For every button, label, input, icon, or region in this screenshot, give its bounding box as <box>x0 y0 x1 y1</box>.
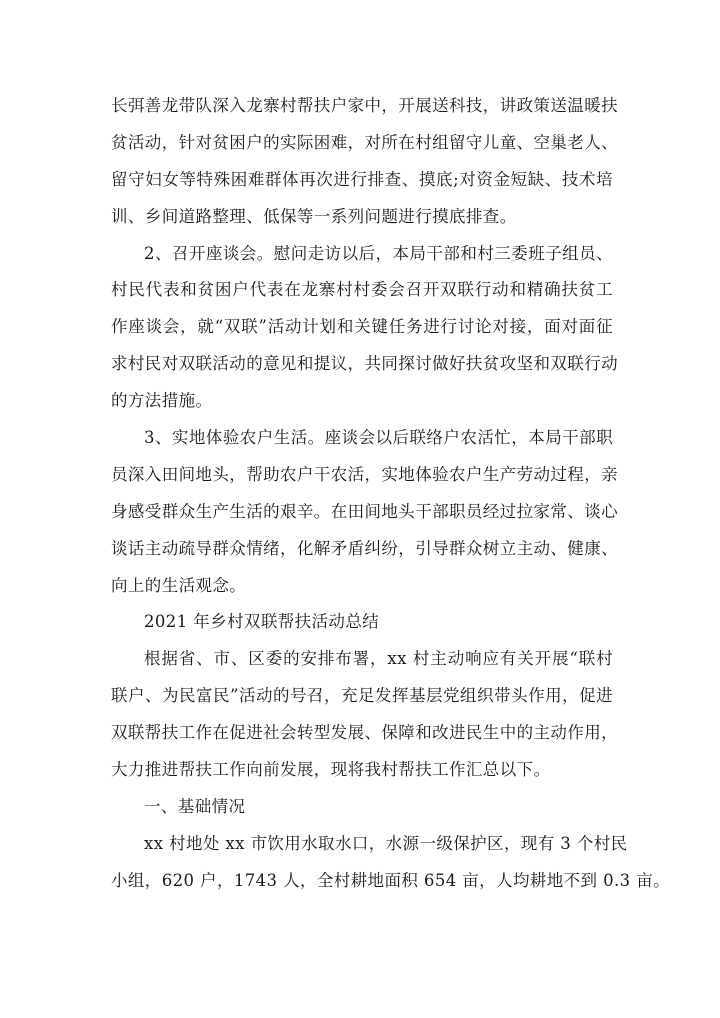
text-line: 员深入田间地头，帮助农户干农活，实地体验农户生产劳动过程，亲 <box>111 464 618 484</box>
text-line: 大力推进帮扶工作向前发展，现将我村帮扶工作汇总以下。 <box>111 760 551 780</box>
text-line: 一、基础情况 <box>144 796 246 816</box>
text-line: 根据省、市、区委的安排布署，xx 村主动响应有关开展“联村 <box>144 649 613 669</box>
text-line: 小组，620 户，1743 人，全村耕地面积 654 亩，人均耕地不到 0.3 亩。 <box>111 870 670 890</box>
text-line: 谈话主动疏导群众情绪，化解矛盾纠纷，引导群众树立主动、健康、 <box>111 538 618 558</box>
text-line: 联户、为民富民”活动的号召，充足发挥基层党组织带头作用，促进 <box>111 686 613 706</box>
text-line: 贫活动，针对贫困户的实际困难，对所在村组留守儿童、空巢老人、 <box>111 132 618 152</box>
document-body <box>111 88 670 900</box>
text-line: 作座谈会，就“双联”活动计划和关键任务进行讨论对接，面对面征 <box>111 317 613 337</box>
text-line: 向上的生活观念。 <box>111 575 247 595</box>
text-line: 求村民对双联活动的意见和提议，共同探讨做好扶贫攻坚和双联行动 <box>111 354 618 374</box>
text-line: 训、乡间道路整理、低保等一系列问题进行摸底排查。 <box>111 206 517 226</box>
text-line: xx 村地处 xx 市饮用水取水口，水源一级保护区，现有 3 个村民 <box>144 833 628 853</box>
text-line: 身感受群众生产生活的艰辛。在田间地头干部职员经过拉家常、谈心 <box>111 501 618 521</box>
text-line: 长弭善龙带队深入龙寨村帮扶户家中，开展送科技，讲政策送温暖扶 <box>111 96 618 115</box>
text-line: 3、实地体验农户生活。座谈会以后联络户农活忙，本局干部职 <box>144 428 613 448</box>
text-line: 留守妇女等特殊困难群体再次进行排查、摸底;对资金短缺、技术培 <box>111 169 613 189</box>
text-line: 2、召开座谈会。慰问走访以后，本局干部和村三委班子组员、 <box>144 243 613 263</box>
text-line: 的方法措施。 <box>111 391 213 411</box>
text-line: 双联帮扶工作在促进社会转型发展、保障和改进民生中的主动作用， <box>111 723 618 743</box>
text-line: 村民代表和贫困户代表在龙寨村村委会召开双联行动和精确扶贫工 <box>111 280 613 300</box>
text-line: 2021 年乡村双联帮扶活动总结 <box>144 612 380 632</box>
